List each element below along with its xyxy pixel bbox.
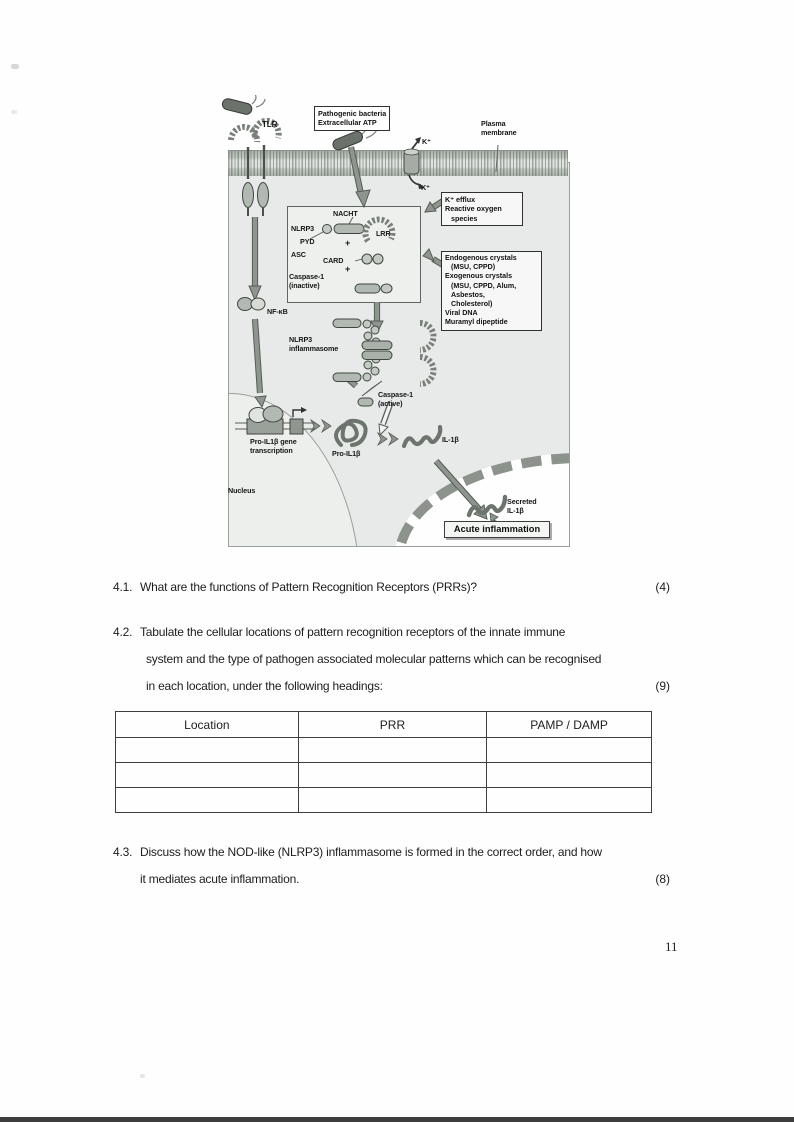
nlrp3-inflammasome-diagram <box>215 95 575 555</box>
question-4-2-marks: (9) <box>655 679 670 693</box>
pyd-label: PYD <box>300 237 315 246</box>
nfkb-label: NF-κB <box>267 307 288 316</box>
k-efflux-line1: K⁺ efflux <box>445 195 476 204</box>
table-row <box>116 763 652 788</box>
k-efflux-line2: Reactive oxygen <box>445 204 502 214</box>
question-4-3-marks: (8) <box>655 872 670 886</box>
question-4-1-text: What are the functions of Pattern Recognition Receptors (PRRs)? <box>140 580 477 594</box>
plasma-line2: membrane <box>481 128 517 137</box>
table-cell-empty <box>116 788 299 813</box>
table-header-location: Location <box>116 712 299 738</box>
question-4-3-line2: it mediates acute inflammation. <box>140 872 300 886</box>
table-cell-empty <box>487 788 652 813</box>
plus-sign: + <box>345 264 351 274</box>
caspase-active-label <box>378 390 413 408</box>
table-cell-empty <box>298 788 486 813</box>
question-4-2-line3: in each location, under the following headings: <box>146 679 383 693</box>
nlrp3-label: NLRP3 <box>291 224 315 233</box>
crystals-line1: Endogenous crystals <box>445 254 517 262</box>
pro-il1b-icon <box>336 421 366 445</box>
crystals-line8: Muramyl dipeptide <box>445 318 508 327</box>
table-header-pamp-damp: PAMP / DAMP <box>487 712 652 738</box>
k-plus-top-label: K⁺ <box>422 137 431 146</box>
card-label: CARD <box>323 256 344 265</box>
il1b-label: IL-1β <box>442 435 459 444</box>
nacht-label: NACHT <box>333 209 358 218</box>
question-4-2-line1: Tabulate the cellular locations of pattern recognition receptors of the innate immune <box>140 625 566 639</box>
inflammasome-line2: inflammasome <box>289 344 339 353</box>
question-4-1-marks: (4) <box>655 580 670 594</box>
question-4-1-number: 4.1. <box>113 580 133 594</box>
tlr-transmembrane <box>243 145 269 216</box>
caspase-active-icon <box>358 398 373 406</box>
bacterium-icon <box>221 95 265 115</box>
question-4-3-line1: Discuss how the NOD-like (NLRP3) inflammasome is formed in the correct order, and how <box>140 845 602 859</box>
table-cell-empty <box>487 738 652 763</box>
caspase-inactive-line2: (inactive) <box>289 281 320 290</box>
pathogen-box-line1: Pathogenic bacteria <box>318 109 387 118</box>
crystals-line5: Asbestos, <box>451 290 485 299</box>
crystals-line7: Viral DNA <box>445 309 478 318</box>
table-cell-empty <box>116 738 299 763</box>
tlr-label: TLR <box>262 120 278 129</box>
caspase-inactive-line1: Caspase-1 <box>289 272 325 281</box>
pathogen-stimulus-box <box>314 106 390 131</box>
nfkb-dimer <box>238 298 266 311</box>
plus-sign: + <box>345 238 351 248</box>
table-cell-empty <box>298 763 486 788</box>
table-cell-empty <box>298 738 486 763</box>
gene-transcription-icon <box>235 406 315 434</box>
il1b-icon <box>404 427 440 446</box>
crystals-line6: Cholesterol) <box>451 300 493 309</box>
caspase-active-line1: Caspase-1 <box>378 390 414 399</box>
scan-artifact <box>11 64 19 69</box>
inflammasome-complex <box>333 319 434 384</box>
crystals-line3: Exogenous crystals <box>445 272 513 281</box>
table-header-prr: PRR <box>298 712 486 738</box>
k-efflux-box <box>441 192 523 226</box>
table-cell-empty <box>116 763 299 788</box>
table-row <box>116 738 652 763</box>
question-4-2-line2: system and the type of pathogen associated molecular patterns which can be recognised <box>146 652 602 666</box>
prr-table <box>115 711 652 813</box>
inflammasome-label <box>289 335 338 353</box>
plasma-line1: Plasma <box>481 119 506 128</box>
pro-il1b-label: Pro-IL1β <box>332 449 361 458</box>
caspase-active-line2: (active) <box>378 399 403 408</box>
inflammasome-line1: NLRP3 <box>289 335 313 344</box>
pathogen-box-line2: Extracellular ATP <box>318 118 377 128</box>
k-plus-bottom-label: K⁺ <box>421 183 430 192</box>
question-4-2-number: 4.2. <box>113 625 133 639</box>
page-number: 11 <box>665 939 678 954</box>
ion-channel-icon <box>404 149 419 174</box>
gene-line2: transcription <box>250 446 293 455</box>
gene-line1: Pro-IL1β gene <box>250 437 297 446</box>
crystals-line2: (MSU, CPPD) <box>451 263 496 272</box>
nucleus-label: Nucleus <box>228 486 256 495</box>
secreted-line1: Secreted <box>507 497 537 506</box>
scan-artifact <box>11 110 17 114</box>
acute-inflammation-box: Acute inflammation <box>444 521 550 538</box>
lrr-label: LRR <box>376 229 391 238</box>
plasma-membrane-label <box>481 119 517 137</box>
scan-edge-bar <box>0 1117 794 1122</box>
secreted-il1b-label <box>507 497 537 515</box>
secreted-line2: IL-1β <box>507 506 524 515</box>
plasma-membrane-pointer <box>496 145 498 172</box>
k-efflux-line3: species <box>451 213 478 223</box>
caspase-inactive-label <box>289 272 324 290</box>
table-row <box>116 788 652 813</box>
scan-artifact <box>140 1074 145 1078</box>
table-header-row <box>116 712 652 738</box>
asc-label: ASC <box>291 250 306 259</box>
question-4-3-number: 4.3. <box>113 845 133 859</box>
table-cell-empty <box>487 763 652 788</box>
gene-transcription-label <box>250 437 297 455</box>
crystals-line4: (MSU, CPPD, Alum, <box>451 281 517 290</box>
crystals-box <box>441 251 542 331</box>
